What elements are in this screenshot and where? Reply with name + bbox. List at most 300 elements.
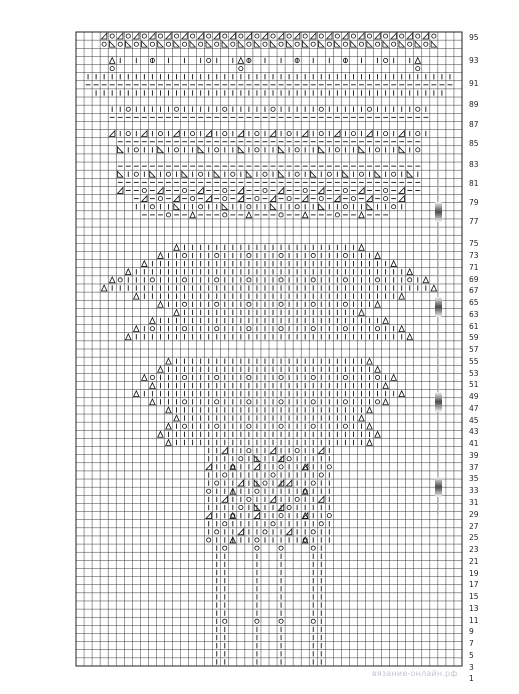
yarn-over-icon bbox=[295, 449, 299, 453]
decrease-icon bbox=[174, 309, 179, 315]
yarn-over-icon bbox=[287, 132, 291, 136]
decrease-left-icon bbox=[158, 147, 163, 153]
yarn-over-icon bbox=[150, 42, 154, 46]
yarn-over-icon bbox=[134, 42, 138, 46]
yarn-over-icon bbox=[182, 424, 186, 428]
scrollbar-thumb[interactable] bbox=[435, 477, 442, 497]
row-number-label: 3 bbox=[469, 662, 474, 672]
decrease-icon bbox=[383, 399, 388, 405]
yarn-over-icon bbox=[215, 148, 219, 152]
decrease-right-icon bbox=[423, 33, 428, 39]
yarn-over-icon bbox=[199, 205, 203, 209]
yarn-over-icon bbox=[166, 42, 170, 46]
yarn-over-icon bbox=[223, 473, 227, 477]
decrease-right-icon bbox=[198, 188, 203, 194]
yarn-over-icon bbox=[255, 538, 259, 542]
yarn-over-icon bbox=[126, 34, 130, 38]
decrease-icon bbox=[101, 285, 106, 291]
decrease-right-icon bbox=[142, 196, 147, 202]
decrease-right-icon bbox=[134, 33, 139, 39]
yarn-over-icon bbox=[335, 34, 339, 38]
decrease-right-icon bbox=[359, 33, 364, 39]
yarn-over-icon bbox=[311, 400, 315, 404]
decrease-right-icon bbox=[254, 464, 259, 470]
yarn-over-icon bbox=[311, 375, 315, 379]
decrease-icon bbox=[150, 318, 155, 324]
row-number-label: 43 bbox=[469, 427, 479, 437]
decrease-right-icon bbox=[206, 131, 211, 137]
yarn-over-icon bbox=[408, 278, 412, 282]
row-number-label: 63 bbox=[469, 309, 479, 319]
yarn-over-icon bbox=[207, 58, 211, 62]
decrease-icon bbox=[375, 431, 380, 437]
yarn-over-icon bbox=[343, 302, 347, 306]
yarn-over-icon bbox=[295, 497, 299, 501]
yarn-over-icon bbox=[150, 375, 154, 379]
yarn-over-icon bbox=[295, 172, 299, 176]
decrease-left-icon bbox=[174, 41, 179, 47]
decrease-left-icon bbox=[431, 41, 436, 47]
decrease-right-icon bbox=[294, 33, 299, 39]
decrease-left-icon bbox=[310, 171, 315, 177]
decrease-right-icon bbox=[182, 33, 187, 39]
decrease-icon bbox=[142, 261, 147, 267]
yarn-over-icon bbox=[384, 34, 388, 38]
yarn-over-icon bbox=[319, 473, 323, 477]
yarn-over-icon bbox=[343, 188, 347, 192]
yarn-over-icon bbox=[150, 278, 154, 282]
decrease-right-icon bbox=[327, 33, 332, 39]
yarn-over-icon bbox=[359, 42, 363, 46]
row-number-label: 65 bbox=[469, 298, 479, 308]
decrease-left-icon bbox=[286, 41, 291, 47]
decrease-right-icon bbox=[270, 448, 275, 454]
row-number-label: 89 bbox=[469, 99, 479, 109]
yarn-over-icon bbox=[134, 172, 138, 176]
decrease-left-icon bbox=[335, 41, 340, 47]
row-number-label: 29 bbox=[469, 509, 479, 519]
decrease-right-icon bbox=[230, 33, 235, 39]
decrease-icon bbox=[166, 407, 171, 413]
yarn-over-icon bbox=[319, 34, 323, 38]
yarn-over-icon bbox=[223, 213, 227, 217]
yarn-over-icon bbox=[174, 107, 178, 111]
yarn-over-icon bbox=[432, 34, 436, 38]
yarn-over-icon bbox=[126, 107, 130, 111]
watermark: вязание-онлайн.рф bbox=[372, 669, 458, 678]
yarn-over-icon bbox=[263, 42, 267, 46]
decrease-right-icon bbox=[375, 33, 380, 39]
row-number-label: 21 bbox=[469, 556, 479, 566]
decrease-left-icon bbox=[367, 204, 372, 210]
decrease-left-icon bbox=[182, 171, 187, 177]
decrease-right-icon bbox=[206, 196, 211, 202]
yarn-over-icon bbox=[182, 327, 186, 331]
decrease-right-icon bbox=[367, 196, 372, 202]
yarn-over-icon bbox=[207, 34, 211, 38]
yarn-over-icon bbox=[343, 327, 347, 331]
decrease-right-icon bbox=[343, 33, 348, 39]
row-number-label: 81 bbox=[469, 179, 479, 188]
row-number-label: 45 bbox=[469, 415, 479, 425]
decrease-right-icon bbox=[359, 188, 364, 194]
decrease-icon bbox=[391, 375, 396, 381]
decrease-right-icon bbox=[222, 448, 227, 454]
yarn-over-icon bbox=[343, 42, 347, 46]
yarn-over-icon bbox=[247, 497, 251, 501]
yarn-over-icon bbox=[215, 278, 219, 282]
decrease-left-icon bbox=[117, 171, 122, 177]
yarn-over-icon bbox=[311, 619, 315, 623]
yarn-over-icon bbox=[416, 66, 420, 70]
scrollbar-thumb[interactable] bbox=[435, 202, 442, 222]
decrease-right-icon bbox=[302, 131, 307, 137]
decrease-left-icon bbox=[383, 41, 388, 47]
yarn-over-icon bbox=[247, 375, 251, 379]
row-number-label: 35 bbox=[469, 474, 479, 484]
yarn-over-icon bbox=[311, 302, 315, 306]
yarn-over-icon bbox=[279, 213, 283, 217]
yarn-over-icon bbox=[182, 253, 186, 257]
yarn-over-icon bbox=[375, 278, 379, 282]
decrease-right-icon bbox=[399, 188, 404, 194]
row-number-label: 83 bbox=[469, 159, 479, 169]
yarn-over-icon bbox=[215, 400, 219, 404]
yarn-over-icon bbox=[263, 172, 267, 176]
decrease-right-icon bbox=[109, 131, 114, 137]
decrease-left-icon bbox=[109, 41, 114, 47]
row-number-label: 19 bbox=[469, 568, 479, 578]
yarn-over-icon bbox=[384, 132, 388, 136]
yarn-over-icon bbox=[255, 197, 259, 201]
yarn-over-icon bbox=[311, 481, 315, 485]
decrease-icon bbox=[134, 326, 139, 332]
yarn-over-icon bbox=[174, 34, 178, 38]
row-number-label: 57 bbox=[469, 345, 479, 355]
decrease-icon bbox=[150, 383, 155, 389]
decrease-left-icon bbox=[126, 41, 131, 47]
yarn-over-icon bbox=[384, 58, 388, 62]
yarn-over-icon bbox=[303, 188, 307, 192]
row-number-label: 39 bbox=[469, 450, 479, 460]
decrease-right-icon bbox=[278, 188, 283, 194]
yarn-over-icon bbox=[295, 205, 299, 209]
yarn-over-icon bbox=[343, 375, 347, 379]
yarn-over-icon bbox=[223, 197, 227, 201]
yarn-over-icon bbox=[287, 197, 291, 201]
yarn-over-icon bbox=[150, 327, 154, 331]
row-number-label: 51 bbox=[469, 380, 479, 390]
yarn-over-icon bbox=[367, 107, 371, 111]
yarn-over-icon bbox=[215, 327, 219, 331]
yarn-over-icon bbox=[424, 42, 428, 46]
row-number-label: 67 bbox=[469, 286, 479, 296]
decrease-left-icon bbox=[399, 147, 404, 153]
decrease-icon bbox=[399, 293, 404, 299]
decrease-icon bbox=[158, 431, 163, 437]
decrease-icon bbox=[150, 399, 155, 405]
yarn-over-icon bbox=[207, 489, 211, 493]
yarn-over-icon bbox=[199, 172, 203, 176]
decrease-left-icon bbox=[319, 204, 324, 210]
yarn-over-icon bbox=[271, 107, 275, 111]
yarn-over-icon bbox=[319, 132, 323, 136]
yarn-over-icon bbox=[174, 148, 178, 152]
yarn-over-icon bbox=[118, 278, 122, 282]
decrease-icon bbox=[190, 212, 195, 218]
yarn-over-icon bbox=[311, 278, 315, 282]
decrease-icon bbox=[359, 212, 364, 218]
decrease-icon bbox=[134, 293, 139, 299]
decrease-icon bbox=[383, 383, 388, 389]
yarn-over-icon bbox=[158, 34, 162, 38]
yarn-over-icon bbox=[255, 148, 259, 152]
yarn-over-icon bbox=[191, 197, 195, 201]
yarn-over-icon bbox=[343, 205, 347, 209]
yarn-over-icon bbox=[311, 253, 315, 257]
decrease-left-icon bbox=[278, 147, 283, 153]
yarn-over-icon bbox=[255, 34, 259, 38]
yarn-over-icon bbox=[263, 188, 267, 192]
decrease-right-icon bbox=[270, 496, 275, 502]
yarn-over-icon bbox=[134, 148, 138, 152]
decrease-icon bbox=[158, 366, 163, 372]
decrease-right-icon bbox=[198, 33, 203, 39]
decrease-icon bbox=[391, 261, 396, 267]
decrease-icon bbox=[134, 391, 139, 397]
yarn-over-icon bbox=[126, 132, 130, 136]
decrease-icon bbox=[174, 415, 179, 421]
decrease-right-icon bbox=[238, 529, 243, 535]
yarn-over-icon bbox=[343, 400, 347, 404]
yarn-over-icon bbox=[255, 619, 259, 623]
yarn-over-icon bbox=[311, 424, 315, 428]
decrease-icon bbox=[142, 375, 147, 381]
yarn-over-icon bbox=[142, 34, 146, 38]
yarn-over-icon bbox=[166, 213, 170, 217]
decrease-left-icon bbox=[375, 171, 380, 177]
yarn-over-icon bbox=[247, 278, 251, 282]
decrease-left-icon bbox=[222, 204, 227, 210]
decrease-right-icon bbox=[286, 529, 291, 535]
yarn-over-icon bbox=[319, 522, 323, 526]
yarn-over-icon bbox=[279, 375, 283, 379]
row-number-label: 15 bbox=[469, 592, 479, 602]
decrease-right-icon bbox=[286, 480, 291, 486]
decrease-icon bbox=[126, 269, 131, 275]
decrease-right-icon bbox=[399, 131, 404, 137]
row-number-label: 7 bbox=[469, 639, 474, 649]
yarn-over-icon bbox=[384, 197, 388, 201]
yarn-over-icon bbox=[223, 188, 227, 192]
yarn-over-icon bbox=[215, 530, 219, 534]
row-number-label: 75 bbox=[469, 239, 479, 249]
decrease-icon bbox=[415, 58, 420, 64]
yarn-over-icon bbox=[199, 42, 203, 46]
decrease-right-icon bbox=[310, 33, 315, 39]
yarn-over-icon bbox=[375, 42, 379, 46]
yarn-over-icon bbox=[351, 132, 355, 136]
decrease-icon bbox=[166, 423, 171, 429]
row-number-label: 77 bbox=[469, 217, 479, 227]
yarn-over-icon bbox=[287, 505, 291, 509]
decrease-right-icon bbox=[238, 131, 243, 137]
decrease-left-icon bbox=[302, 41, 307, 47]
decrease-left-icon bbox=[238, 147, 243, 153]
decrease-icon bbox=[359, 244, 364, 250]
yarn-over-icon bbox=[263, 481, 267, 485]
yarn-over-icon bbox=[215, 302, 219, 306]
yarn-over-icon bbox=[375, 400, 379, 404]
yarn-over-icon bbox=[279, 619, 283, 623]
decrease-icon bbox=[367, 423, 372, 429]
decrease-right-icon bbox=[270, 196, 275, 202]
decrease-left-icon bbox=[319, 147, 324, 153]
scrollbar[interactable] bbox=[434, 142, 444, 514]
decrease-icon bbox=[246, 212, 251, 218]
decrease-right-icon bbox=[319, 448, 324, 454]
decrease-left-icon bbox=[214, 171, 219, 177]
yarn-over-icon bbox=[215, 481, 219, 485]
yarn-over-icon bbox=[110, 66, 114, 70]
yarn-over-icon bbox=[255, 489, 259, 493]
decrease-right-icon bbox=[407, 33, 412, 39]
yarn-over-icon bbox=[343, 253, 347, 257]
yarn-over-icon bbox=[223, 34, 227, 38]
decrease-icon bbox=[359, 309, 364, 315]
decrease-icon bbox=[367, 358, 372, 364]
row-number-label: 9 bbox=[469, 627, 474, 637]
yarn-over-icon bbox=[223, 132, 227, 136]
decrease-icon bbox=[367, 407, 372, 413]
decrease-icon bbox=[399, 391, 404, 397]
yarn-over-icon bbox=[182, 188, 186, 192]
decrease-icon bbox=[375, 301, 380, 307]
decrease-right-icon bbox=[238, 480, 243, 486]
decrease-right-icon bbox=[254, 513, 259, 519]
decrease-left-icon bbox=[359, 147, 364, 153]
decrease-left-icon bbox=[150, 171, 155, 177]
yarn-over-icon bbox=[416, 107, 420, 111]
decrease-right-icon bbox=[214, 33, 219, 39]
row-number-label: 55 bbox=[469, 356, 479, 366]
yarn-over-icon bbox=[215, 375, 219, 379]
yarn-over-icon bbox=[182, 400, 186, 404]
yarn-over-icon bbox=[311, 546, 315, 550]
yarn-over-icon bbox=[279, 424, 283, 428]
yarn-over-icon bbox=[343, 424, 347, 428]
yarn-over-icon bbox=[255, 132, 259, 136]
row-number-label: 25 bbox=[469, 533, 479, 543]
yarn-over-icon bbox=[247, 42, 251, 46]
decrease-icon bbox=[302, 212, 307, 218]
row-number-label: 11 bbox=[469, 615, 479, 625]
decrease-left-icon bbox=[415, 41, 420, 47]
decrease-left-icon bbox=[222, 41, 227, 47]
scrollbar-thumb[interactable] bbox=[435, 392, 442, 412]
yarn-over-icon bbox=[271, 473, 275, 477]
yarn-over-icon bbox=[279, 253, 283, 257]
scrollbar-thumb[interactable] bbox=[435, 297, 442, 317]
decrease-left-icon bbox=[158, 41, 163, 47]
decrease-icon bbox=[375, 366, 380, 372]
decrease-right-icon bbox=[367, 131, 372, 137]
yarn-over-icon bbox=[303, 34, 307, 38]
yarn-over-icon bbox=[400, 34, 404, 38]
row-number-label: 5 bbox=[469, 650, 474, 660]
scrollbar-track bbox=[438, 142, 439, 514]
decrease-icon bbox=[407, 334, 412, 340]
row-number-label: 79 bbox=[469, 198, 479, 208]
yarn-over-icon bbox=[343, 278, 347, 282]
row-number-label: 71 bbox=[469, 262, 479, 272]
decrease-right-icon bbox=[391, 33, 396, 39]
decrease-right-icon bbox=[206, 464, 211, 470]
row-number-label: 73 bbox=[469, 251, 479, 261]
yarn-over-icon bbox=[327, 172, 331, 176]
row-number-label: 17 bbox=[469, 580, 479, 590]
yarn-over-icon bbox=[247, 205, 251, 209]
yarn-over-icon bbox=[327, 465, 331, 469]
row-number-label: 31 bbox=[469, 497, 479, 507]
yarn-over-icon bbox=[271, 522, 275, 526]
yarn-over-icon bbox=[351, 197, 355, 201]
decrease-icon bbox=[166, 358, 171, 364]
decrease-left-icon bbox=[254, 41, 259, 47]
row-number-label: 23 bbox=[469, 545, 479, 555]
yarn-over-icon bbox=[375, 148, 379, 152]
decrease-icon bbox=[367, 440, 372, 446]
decrease-left-icon bbox=[174, 204, 179, 210]
decrease-icon bbox=[423, 277, 428, 283]
yarn-over-icon bbox=[416, 34, 420, 38]
yarn-over-icon bbox=[231, 42, 235, 46]
yarn-over-icon bbox=[239, 457, 243, 461]
yarn-over-icon bbox=[367, 34, 371, 38]
yarn-over-icon bbox=[327, 42, 331, 46]
decrease-right-icon bbox=[174, 131, 179, 137]
decrease-left-icon bbox=[343, 171, 348, 177]
decrease-right-icon bbox=[150, 33, 155, 39]
yarn-over-icon bbox=[247, 327, 251, 331]
yarn-over-icon bbox=[231, 172, 235, 176]
decrease-right-icon bbox=[319, 188, 324, 194]
decrease-left-icon bbox=[399, 41, 404, 47]
decrease-left-icon bbox=[319, 41, 324, 47]
yarn-over-icon bbox=[239, 34, 243, 38]
yarn-over-icon bbox=[191, 132, 195, 136]
decrease-left-icon bbox=[407, 171, 412, 177]
yarn-over-icon bbox=[142, 188, 146, 192]
yarn-over-icon bbox=[311, 327, 315, 331]
yarn-over-icon bbox=[247, 449, 251, 453]
yarn-over-icon bbox=[416, 148, 420, 152]
decrease-right-icon bbox=[262, 33, 267, 39]
yarn-over-icon bbox=[279, 302, 283, 306]
decrease-icon bbox=[359, 415, 364, 421]
decrease-icon bbox=[126, 334, 131, 340]
row-number-label: 91 bbox=[469, 79, 479, 89]
yarn-over-icon bbox=[102, 42, 106, 46]
yarn-over-icon bbox=[384, 188, 388, 192]
yarn-over-icon bbox=[255, 546, 259, 550]
decrease-left-icon bbox=[190, 41, 195, 47]
yarn-over-icon bbox=[263, 530, 267, 534]
decrease-icon bbox=[109, 277, 114, 283]
decrease-left-icon bbox=[206, 41, 211, 47]
yarn-over-icon bbox=[319, 197, 323, 201]
yarn-over-icon bbox=[279, 546, 283, 550]
